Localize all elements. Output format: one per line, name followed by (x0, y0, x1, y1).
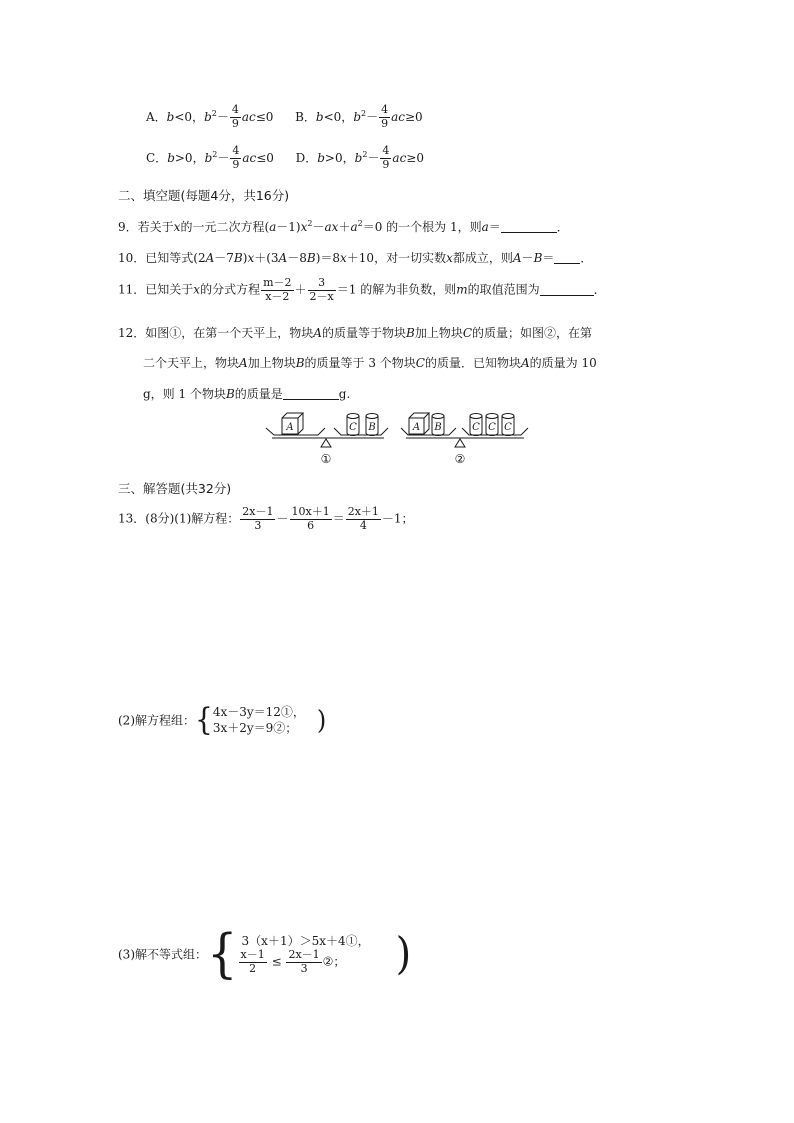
label-a: A (286, 422, 294, 433)
fraction: $\frac{10x+1}{6}$ (291, 505, 330, 532)
fulcrum-1 (321, 439, 331, 447)
fraction: $\frac{3}{2-x}$ (309, 276, 334, 303)
fraction: $\frac{4}{9}$ (381, 103, 389, 130)
equation-system: 4x－3y＝12①， 3x＋2y＝9②； (212, 705, 305, 736)
option-d[interactable]: D．b>0，$b^2-$ $\frac{4}{9}$ ac≥0 (295, 144, 424, 171)
fulcrum-2 (455, 439, 465, 447)
fraction: $\frac{m-2}{x-2}$ (263, 276, 292, 303)
label-c: C (504, 422, 512, 433)
right-pan-1 (334, 428, 388, 435)
label-c: C (472, 422, 480, 433)
right-brace: ) (316, 704, 327, 736)
label-b: B (368, 422, 376, 433)
label-a: A (412, 422, 421, 433)
fraction: $\frac{2x-1}{3}$ (288, 947, 320, 975)
figure-label-2: ② (454, 452, 466, 466)
option-a[interactable]: A．b<0，$b^2-$ $\frac{4}{9}$ ac≤0 (146, 103, 274, 130)
question-12-line-3: g，则 1 个物块B的质量是 g. (143, 387, 351, 401)
answer-blank-q9[interactable] (501, 220, 557, 233)
section-3-title: 三、解答题(共32分) (118, 481, 232, 496)
question-9: 9．若关于x的一元二次方程$(a-1)x^2-ax+a^2=0$ 的一个根为 1，则a＝ ． (118, 219, 569, 234)
left-brace: { (207, 923, 238, 985)
left-brace: { (195, 701, 213, 738)
inequality-system: 3（x＋1）＞5x＋4①， $\frac{x-1}{2}$ ≤ $\frac{2x-1}{3}$ ②； (240, 933, 370, 975)
balance-figure (262, 408, 534, 468)
label-b: B (434, 422, 442, 433)
answer-blank-q10[interactable] (554, 251, 580, 264)
question-12-line-1: 12．如图①，在第一个天平上，物块A的质量等于物块B加上物块C的质量；如图②，在第 (118, 326, 593, 340)
question-10: 10．已知等式(2A－7B)x＋(3A－8B)＝8x＋10，对一切实数x都成立，则A－B＝ ． (118, 251, 593, 265)
answer-blank-q11[interactable] (540, 283, 594, 296)
fraction: $\frac{4}{9}$ (232, 144, 240, 171)
question-13-part-1: 13．(8分)(1)解方程： $\frac{2x-1}{3}$ － $\frac{10x+1}{6}$ ＝ $\frac{2x+1}{4}$ －1； (118, 505, 414, 532)
figure-label-1: ① (320, 452, 332, 466)
option-c[interactable]: C．b>0，$b^2-$ $\frac{4}{9}$ ac≤0 (146, 144, 274, 171)
question-12-line-2: 二个天平上，物块A加上物块B的质量等于 3 个物块C的质量．已知物块A的质量为 10 (143, 356, 597, 370)
fraction: $\frac{2x+1}{4}$ (347, 505, 379, 532)
question-13-part-3: (3)解不等式组：{ 3（x＋1）＞5x＋4①， $\frac{x-1}{2}$ ≤ $\frac{2x-1}{3}$ ②； ) (118, 923, 412, 985)
question-11: 11．已知关于x的分式方程 $\frac{m-2}{x-2}$ ＋ $\frac{3}{2-x}$ ＝1 的解为非负数，则m的取值范围为 ． (118, 276, 606, 303)
fraction: $\frac{2x-1}{3}$ (242, 505, 274, 532)
fraction: $\frac{4}{9}$ (231, 103, 239, 130)
section-2-title: 二、填空题(每题4分，共16分) (118, 188, 290, 203)
question-13-part-2: (2)解方程组：{ 4x－3y＝12①， 3x＋2y＝9②； ) (118, 701, 327, 738)
label-c: C (488, 422, 496, 433)
q8-options-row-1 (146, 104, 423, 130)
fraction: $\frac{x-1}{2}$ (240, 947, 265, 975)
q8-options-row-2 (146, 145, 424, 171)
answer-blank-q12[interactable] (283, 387, 339, 400)
label-c: C (349, 422, 357, 433)
option-b[interactable]: B．b<0，$b^2-$ $\frac{4}{9}$ ac≥0 (295, 103, 423, 130)
right-brace: ) (395, 928, 412, 980)
fraction: $\frac{4}{9}$ (382, 144, 390, 171)
